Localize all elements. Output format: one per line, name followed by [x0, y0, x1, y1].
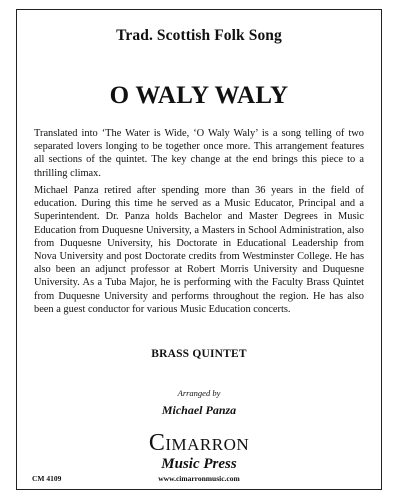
ensemble-label: BRASS QUINTET — [151, 348, 247, 360]
catalog-number: CM 4109 — [32, 474, 62, 483]
arranger-name: Michael Panza — [161, 403, 237, 417]
publisher-logo — [16, 430, 382, 471]
publisher-logo-initial: C — [148, 430, 166, 456]
publisher-logo-subtitle: Music Press — [161, 456, 237, 472]
song-origin-subtitle: Trad. Scottish Folk Song — [116, 27, 282, 44]
description-paragraph-arranger-bio: Michael Panza retired after spending more than 36 years in the field of education. During this time he served as a Music Educator, Principal and a Superintendent. Dr. Panza holds Bachelor and Master Degrees in Music Education from Duquesne University, a Masters in School Administration, also from Duquesne University, his Doctorate in Educational Leadership from Nova University and post Doctorate credits from Westminster College. He has also been an adjunct professor at Robert Morris University and Duquesne University. As a Tuba Major, he is performing with the Faculty Brass Quintet from Duquesne University and performs throughout the region. He has also been a guest conductor for various Music Education concerts. — [34, 185, 364, 315]
arranged-by-label: Arranged by — [177, 388, 221, 398]
description-paragraph-piece: Translated into ‘The Water is Wide, ‘O Waly Waly’ is a song telling of two separated lovers longing to be together once more. This arrangement features all sections of the quintet. The key change at the end brings this piece to a thrilling climax. — [34, 128, 364, 179]
publisher-logo-rest: IMARRON — [165, 435, 250, 454]
piece-title: O WALY WALY — [109, 82, 289, 109]
publisher-logo-wordmark — [16, 430, 382, 458]
publisher-website: www.cimarronmusic.com — [158, 474, 240, 483]
